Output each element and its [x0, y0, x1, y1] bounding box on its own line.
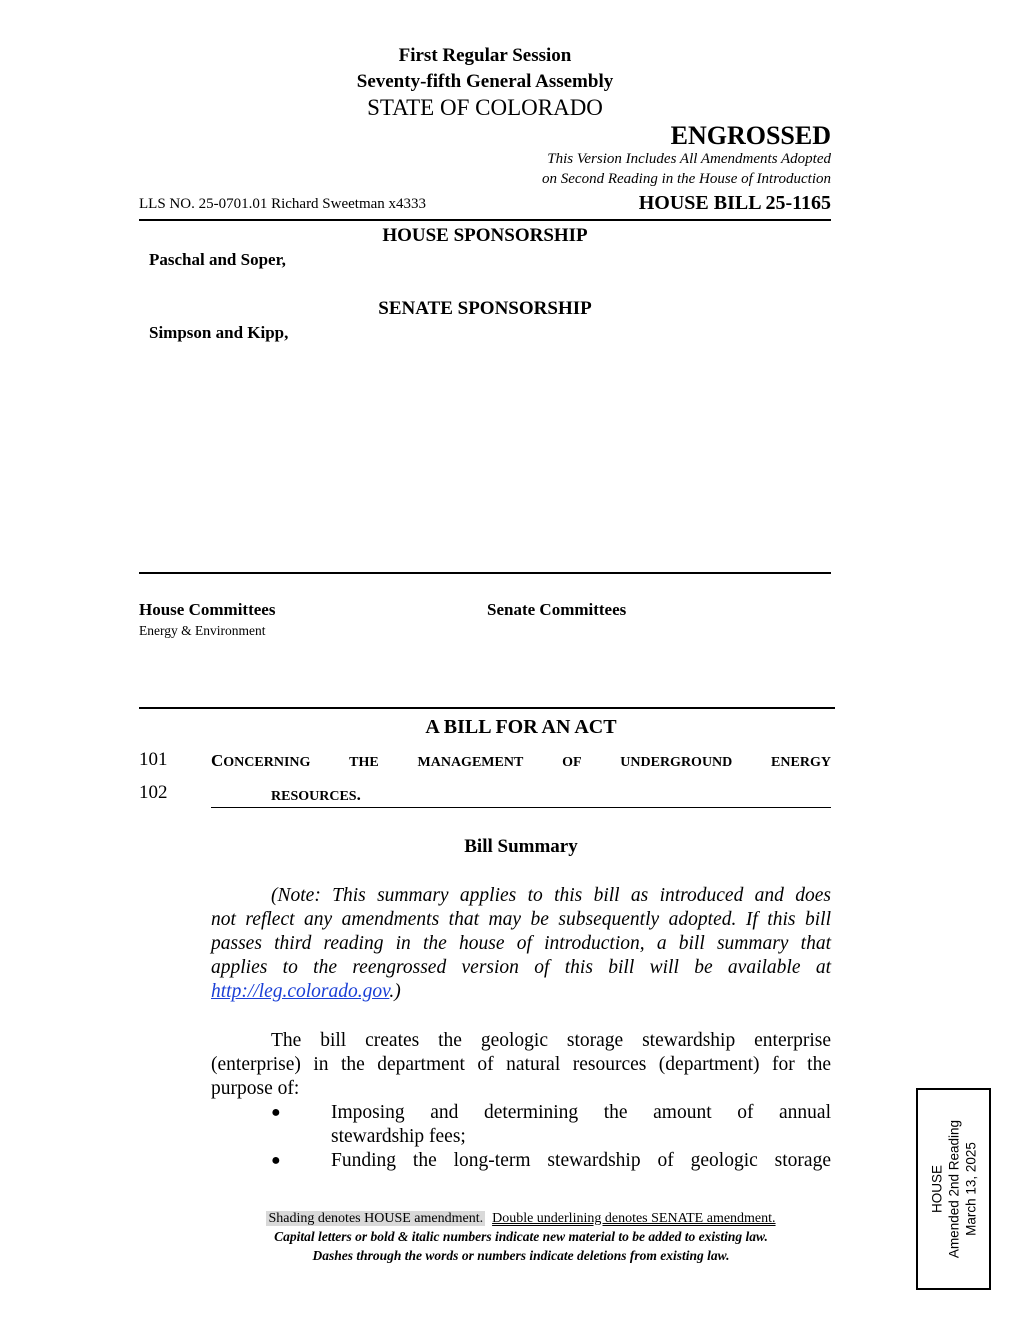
- summary-bullets: [211, 1101, 831, 1173]
- bullet-item: ● Funding the long-term stewardship of geologic storage: [271, 1150, 831, 1171]
- summary-title: Bill Summary: [464, 836, 578, 857]
- act-word: OF: [562, 755, 582, 770]
- capital-letters-note: Capital letters or bold & italic numbers indicate new material to be added to existing law.: [274, 1229, 768, 1244]
- sponsorship-rule: [139, 572, 831, 574]
- act-title-rule: [211, 807, 831, 808]
- amendment-legend: [211, 1211, 831, 1227]
- line-number-101: 101: [139, 749, 168, 770]
- house-sponsors: Paschal and Soper,: [149, 250, 286, 269]
- bullet-dot-icon: ●: [271, 1104, 281, 1121]
- line-number-102: 102: [139, 782, 168, 803]
- summary-note: (Note: This summary applies to this bill as introduced and does not reflect any amendments that may be subsequently adopted. If this bill passes third reading in the house of introduction, a bill summary that applies to the reengrossed version of this bill will be available at http://leg.colorado.gov.): [211, 885, 831, 1002]
- senate-sponsorship-title: SENATE SPONSORSHIP: [378, 298, 592, 319]
- act-title-line-1: [211, 751, 831, 771]
- house-shading-note: Shading denotes HOUSE amendment.: [268, 1211, 484, 1226]
- version-note-2: on Second Reading in the House of Introduction: [542, 171, 831, 187]
- act-word: MANAGEMENT: [417, 755, 524, 770]
- session-label: First Regular Session: [398, 45, 572, 66]
- summary-paragraph: The bill creates the geologic storage stewardship enterprise (enterprise) in the department of natural resources (department) for the purpose of:: [211, 1030, 831, 1099]
- engrossed-label: ENGROSSED: [670, 121, 831, 150]
- act-title: A BILL FOR AN ACT: [425, 716, 617, 738]
- bill-number: HOUSE BILL 25-1165: [638, 192, 831, 214]
- amendment-stamp: [916, 1088, 991, 1290]
- legislature-link[interactable]: http://leg.colorado.gov: [211, 981, 390, 1002]
- stamp-text: HOUSE Amended 2nd Reading March 13, 2025: [929, 1119, 978, 1259]
- header-rule: [139, 219, 831, 221]
- state-label: STATE OF COLORADO: [367, 95, 603, 120]
- house-committee-value: Energy & Environment: [139, 623, 266, 638]
- senate-underline-note: Double underlining denotes SENATE amendment.: [492, 1211, 776, 1226]
- version-note-1: This Version Includes All Amendments Adopted: [547, 151, 831, 167]
- bullet-item: ● Imposing and determining the amount of annual stewardship fees;: [271, 1102, 831, 1147]
- house-sponsorship-title: HOUSE SPONSORSHIP: [382, 225, 588, 246]
- act-title-line-2: RESOURCES.: [271, 785, 361, 804]
- dashes-note: Dashes through the words or numbers indicate deletions from existing law.: [312, 1248, 730, 1263]
- committees-rule: [139, 707, 835, 709]
- senate-committees-label: Senate Committees: [487, 600, 627, 619]
- act-word: CONCERNING: [211, 751, 311, 770]
- bullet-dot-icon: ●: [271, 1152, 281, 1169]
- act-word: THE: [349, 755, 379, 770]
- assembly-label: Seventy-fifth General Assembly: [356, 71, 614, 92]
- senate-sponsors: Simpson and Kipp,: [149, 323, 289, 342]
- lls-number: LLS NO. 25-0701.01 Richard Sweetman x4333: [139, 196, 427, 212]
- act-word: UNDERGROUND: [620, 755, 733, 770]
- house-committees-label: House Committees: [139, 600, 276, 619]
- act-word: ENERGY: [771, 755, 831, 770]
